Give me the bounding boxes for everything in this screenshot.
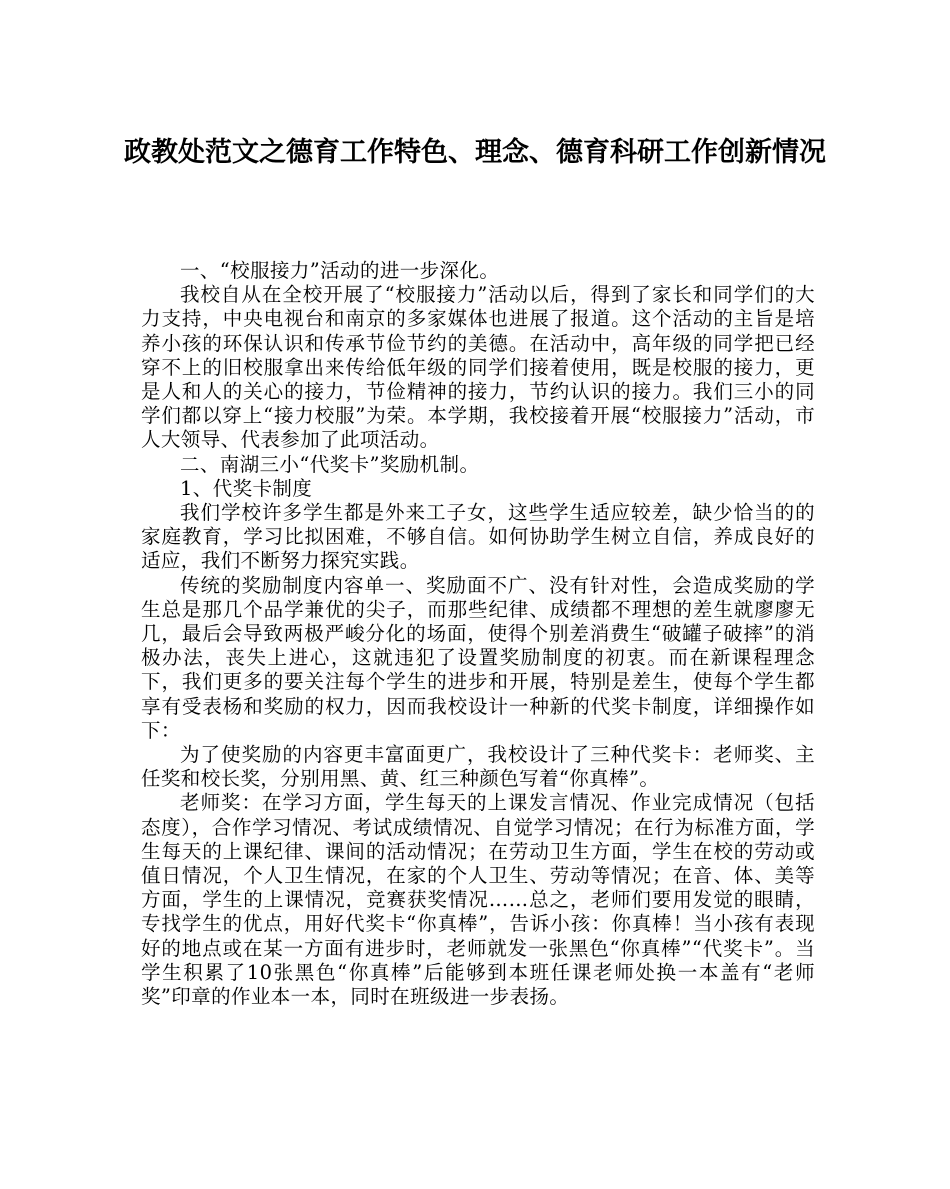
paragraph: 为了使奖励的内容更丰富面更广，我校设计了三种代奖卡：老师奖、主任奖和校长奖，分别用黑、黄、红三种颜色写着“你真棒”。	[141, 743, 815, 791]
paragraph: 我校自从在全校开展了“校服接力”活动以后，得到了家长和同学们的大力支持，中央电视台和南京的多家媒体也进展了报道。这个活动的主旨是培养小孩的环保认识和传承节俭节约的美德。在活动中，高年级的同学把已经穿不上的旧校服拿出来传给低年级的同学们接着使用，既是校服的接力，更是人和人的关心的接力，节俭精神的接力，节约认识的接力。我们三小的同学们都以穿上“接力校服”为荣。本学期，我校接着开展“校服接力”活动，市人大领导、代表参加了此项活动。	[141, 283, 815, 452]
subsection-heading: 1、代奖卡制度	[180, 476, 313, 500]
paragraph: 老师奖：在学习方面，学生每天的上课发言情况、作业完成情况（包括态度），合作学习情况、考试成绩情况、自觉学习情况；在行为标准方面，学生每天的上课纪律、课间的活动情况；在劳动卫生方面，学生在校的劳动或值日情况，个人卫生情况，在家的个人卫生、劳动等情况；在音、体、美等方面，学生的上课情况，竞赛获奖情况……总之，老师们要用发觉的眼睛，专找学生的优点，用好代奖卡“你真棒”，告诉小孩：你真棒！当小孩有表现好的地点或在某一方面有进步时，老师就发一张黑色“你真棒”“代奖卡”。当学生积累了10张黑色“你真棒”后能够到本班任课老师处换一本盖有“老师奖”印章的作业本一本，同时在班级进一步表扬。	[141, 791, 815, 1009]
section-heading-2: 二、南湖三小“代奖卡”奖励机制。	[180, 452, 480, 476]
document-body	[141, 259, 815, 1009]
document-title: 政教处范文之德育工作特色、理念、德育科研工作创新情况	[124, 137, 826, 168]
paragraph: 我们学校许多学生都是外来工子女，这些学生适应较差，缺少恰当的的家庭教育，学习比拟困难，不够自信。如何协助学生树立自信，养成良好的适应，我们不断努力探究实践。	[141, 501, 815, 573]
paragraph: 传统的奖励制度内容单一、奖励面不广、没有针对性，会造成奖励的学生总是那几个品学兼优的尖子，而那些纪律、成绩都不理想的差生就廖廖无几，最后会导致两极严峻分化的场面，使得个别差消费生“破罐子破摔”的消极办法，丧失上进心，这就违犯了设置奖励制度的初衷。而在新课程理念下，我们更多的要关注每个学生的进步和开展，特别是差生，使每个学生都享有受表杨和奖励的权力，因而我校设计一种新的代奖卡制度，详细操作如下：	[141, 573, 815, 742]
section-heading-1: 一、“校服接力”活动的进一步深化。	[180, 259, 500, 282]
